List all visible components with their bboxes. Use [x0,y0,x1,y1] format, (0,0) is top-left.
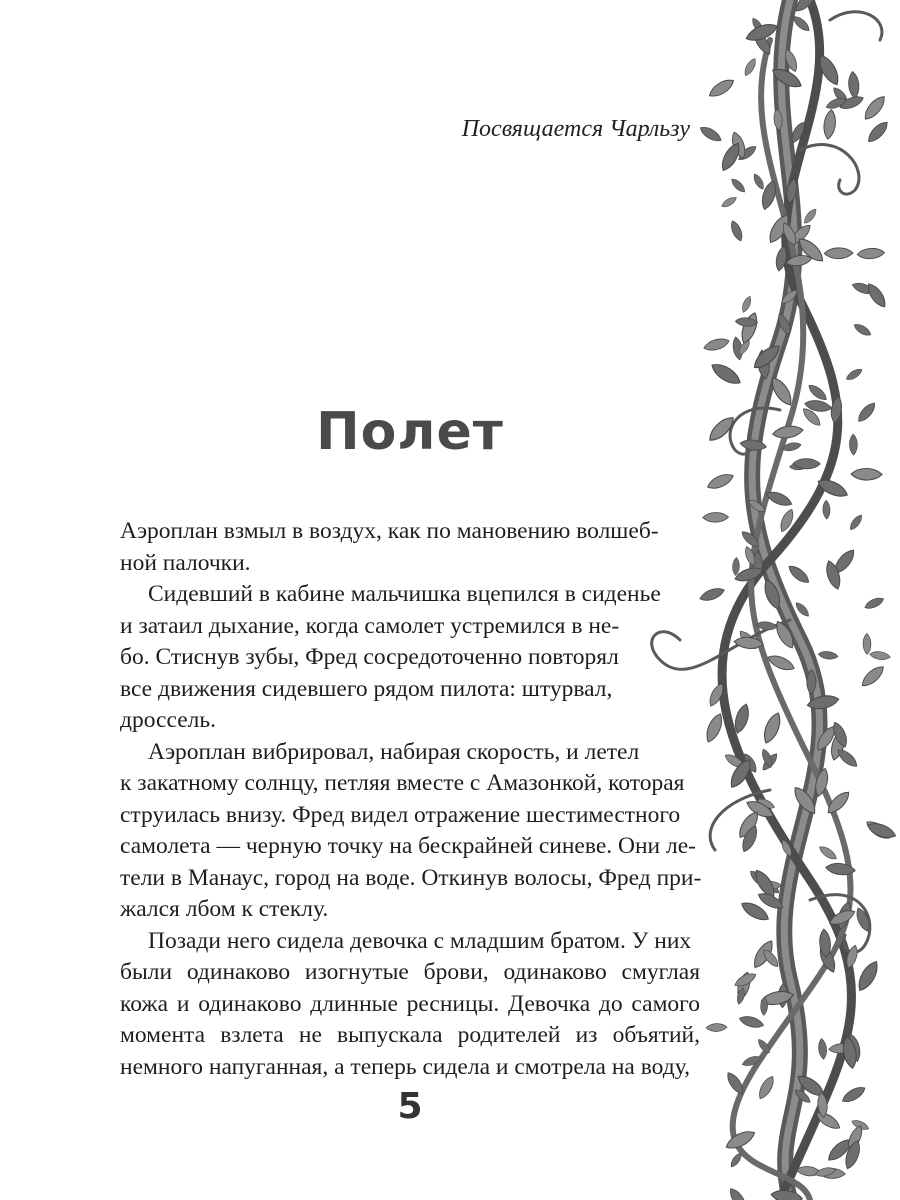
leaf [720,195,738,209]
leaf [869,650,891,661]
leaf [840,1084,867,1105]
leaf [848,71,860,99]
leaf [772,424,804,440]
chapter-title: Полет [316,402,504,462]
text-line: немного напуганная, а теперь сидела и смотрела на воду, [120,1053,690,1080]
dedication: Посвящается Чарльзу [461,116,690,142]
text-line: Сидевший в кабине мальчишка вцепился в сиденье [148,581,661,607]
leaf [703,512,729,522]
leaf [848,513,864,532]
text-line: все движения сидевшего рядом пилота: штурвал, [120,675,613,702]
text-line: к закатному солнцу, петляя вместе с Амазонкой, которая [120,770,685,796]
leaf [865,119,891,145]
leaf [845,367,864,382]
body-text [120,516,700,1083]
text-line: жался лбом к стеклу. [120,896,329,922]
text-line: струилась внизу. Фред видел отражение шестиместного [120,801,681,828]
leaf [729,177,747,195]
leaf [822,109,837,140]
text-line: были одинаково изогнутые брови, одинаково смуглая [120,959,700,985]
leaf [709,360,744,388]
page-number: 5 [397,1086,423,1127]
leaf [823,500,831,519]
vine-border-illustration [640,0,900,1200]
leaf [786,563,812,586]
text-line: кожа и одинаково длинные ресницы. Девочка до самого [120,990,700,1017]
leaf [703,336,731,353]
leaf [857,247,885,259]
text-line: тели в Манаус, город на воде. Откинув волосы, Фред при- [120,864,702,891]
leaf [703,712,726,745]
leaf [818,1038,828,1060]
leaf [864,281,889,310]
leaf [817,844,838,862]
leaf [824,248,853,259]
leaf [729,1151,744,1169]
text-line: самолета — черную точку на бескрайней синеве. Они ле- [120,833,696,859]
leaf [802,207,819,225]
leaf [740,295,753,313]
leaf [698,585,726,603]
leaf [760,711,783,746]
leaf [706,413,738,444]
leaf [738,1014,765,1030]
text-line: Аэроплан взмыл в воздух, как по мановению волшеб- [120,518,659,544]
text-line: и затаил дыхание, когда самолет устремился в не- [120,612,620,639]
leaf [818,650,839,660]
leaf [859,663,887,690]
leaf [707,76,737,100]
leaf [863,595,885,611]
text-line: ной палочки. [120,549,251,576]
leaf [752,172,766,191]
text-line: Позади него сидела девочка с младшим братом. У них [148,927,692,954]
leaf [706,1023,727,1032]
leaf [806,382,829,403]
leaf [770,1189,803,1200]
leaf [738,311,760,345]
text-line: дроссель. [120,707,216,733]
vine-tendril [800,145,859,195]
leaf [852,322,872,338]
leaf [849,434,857,455]
leaf [861,93,888,122]
leaf [729,219,745,242]
leaf [835,746,860,769]
text-line: момента взлета не выпускала родителей из объятий, [120,1022,700,1048]
leaf [756,1074,777,1101]
leaf [727,1186,749,1200]
leaf [851,468,882,480]
leaf [863,633,871,654]
vine-tendril [830,12,882,40]
text-line: Аэроплан вибрировал, набирая скорость, и летел [148,738,640,765]
leaf [855,400,878,424]
leaf [698,124,723,144]
leaf [705,471,735,492]
leaf [791,14,812,34]
leaf [742,57,758,78]
leaf [854,959,881,994]
leaf [739,438,767,451]
leaf [732,557,740,575]
text-line: бо. Стиснув зубы, Фред сосредоточенно повторял [120,644,619,670]
